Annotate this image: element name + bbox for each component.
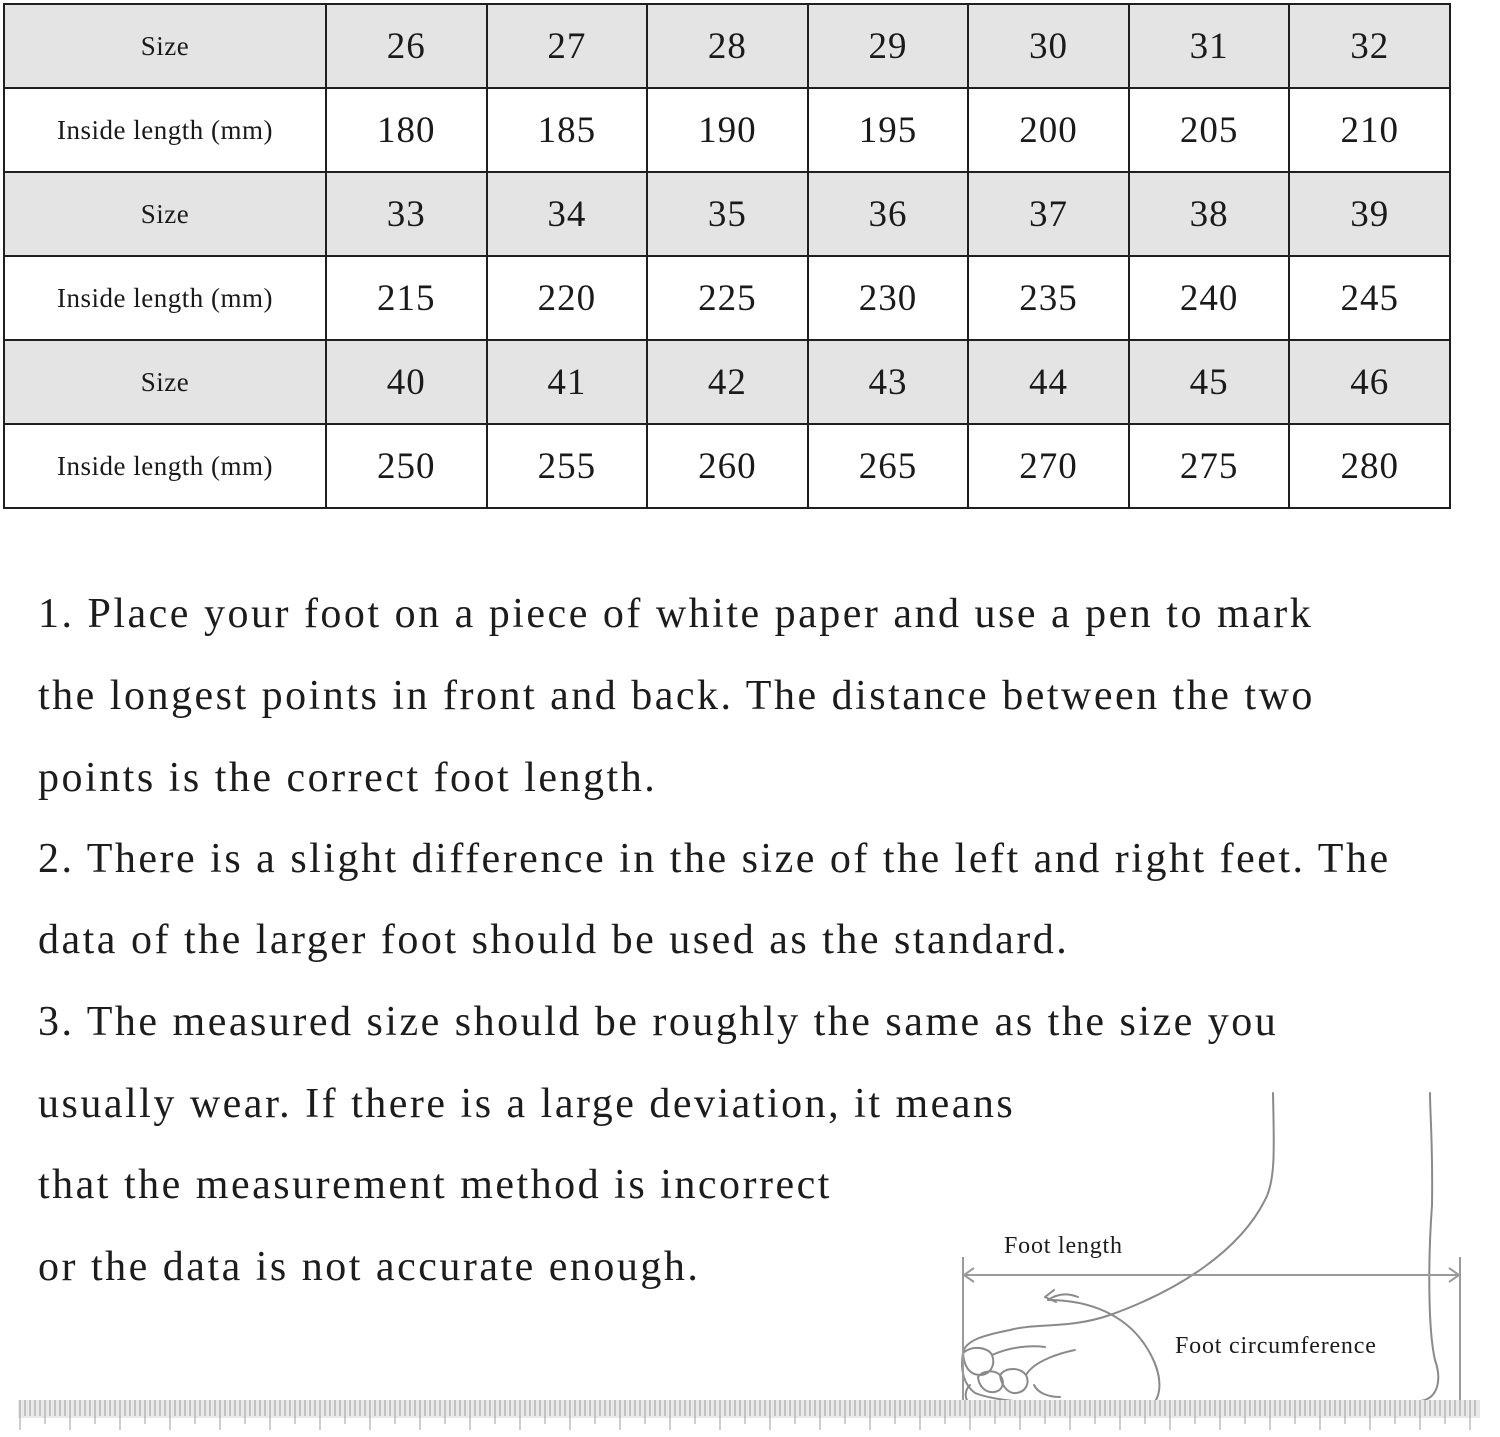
length-cell: 240 <box>1129 256 1290 340</box>
length-cell: 180 <box>326 88 487 172</box>
size-cell: 27 <box>487 4 648 88</box>
instruction-line: the longest points in front and back. The distance between the two <box>38 673 1315 719</box>
size-cell: 40 <box>326 340 487 424</box>
size-cell: 44 <box>968 340 1129 424</box>
size-cell: 41 <box>487 340 648 424</box>
instruction-line: 1. Place your foot on a piece of white paper and use a pen to mark <box>38 591 1314 637</box>
size-cell: 31 <box>1129 4 1290 88</box>
length-cell: 200 <box>968 88 1129 172</box>
length-cell: 235 <box>968 256 1129 340</box>
size-cell: 43 <box>808 340 969 424</box>
size-cell: 29 <box>808 4 969 88</box>
size-row-header: Size <box>4 172 326 256</box>
size-row <box>4 340 1450 424</box>
foot-length-label: Foot length <box>1004 1233 1123 1259</box>
size-row-header: Size <box>4 340 326 424</box>
length-cell: 260 <box>647 424 808 508</box>
length-cell: 205 <box>1129 88 1290 172</box>
length-cell: 275 <box>1129 424 1290 508</box>
size-row <box>4 4 1450 88</box>
instruction-line: usually wear. If there is a large deviation, it means <box>38 1081 1016 1127</box>
length-cell: 250 <box>326 424 487 508</box>
size-cell: 45 <box>1129 340 1290 424</box>
inside-length-row <box>4 424 1450 508</box>
size-cell: 32 <box>1289 4 1450 88</box>
size-cell: 38 <box>1129 172 1290 256</box>
inside-length-row <box>4 256 1450 340</box>
instruction-line: points is the correct foot length. <box>38 755 658 801</box>
length-row-header: Inside length (mm) <box>4 88 326 172</box>
size-cell: 28 <box>647 4 808 88</box>
size-row <box>4 172 1450 256</box>
length-cell: 190 <box>647 88 808 172</box>
instruction-line: 3. The measured size should be roughly the same as the size you <box>38 999 1279 1045</box>
length-cell: 195 <box>808 88 969 172</box>
instruction-line: that the measurement method is incorrect <box>38 1162 832 1208</box>
size-cell: 35 <box>647 172 808 256</box>
length-cell: 230 <box>808 256 969 340</box>
size-cell: 36 <box>808 172 969 256</box>
length-cell: 270 <box>968 424 1129 508</box>
size-cell: 37 <box>968 172 1129 256</box>
length-cell: 265 <box>808 424 969 508</box>
size-chart-body <box>4 4 1450 508</box>
size-cell: 30 <box>968 4 1129 88</box>
length-row-header: Inside length (mm) <box>4 424 326 508</box>
length-cell: 255 <box>487 424 648 508</box>
length-cell: 245 <box>1289 256 1450 340</box>
size-cell: 46 <box>1289 340 1450 424</box>
size-row-header: Size <box>4 4 326 88</box>
length-cell: 225 <box>647 256 808 340</box>
length-cell: 220 <box>487 256 648 340</box>
foot-measurement-diagram <box>950 1085 1470 1415</box>
length-row-header: Inside length (mm) <box>4 256 326 340</box>
ruler-scale <box>18 1400 1480 1434</box>
size-cell: 33 <box>326 172 487 256</box>
inside-length-row <box>4 88 1450 172</box>
size-cell: 26 <box>326 4 487 88</box>
length-cell: 210 <box>1289 88 1450 172</box>
instruction-line: data of the larger foot should be used as the standard. <box>38 917 1070 963</box>
size-cell: 34 <box>487 172 648 256</box>
foot-circumference-label: Foot circumference <box>1175 1333 1377 1359</box>
ruler-band <box>18 1400 1480 1418</box>
size-cell: 42 <box>647 340 808 424</box>
size-chart-table <box>3 3 1451 509</box>
instruction-line: or the data is not accurate enough. <box>38 1244 701 1290</box>
size-cell: 39 <box>1289 172 1450 256</box>
length-cell: 280 <box>1289 424 1450 508</box>
instruction-line: 2. There is a slight difference in the size of the left and right feet. The <box>38 836 1391 882</box>
length-cell: 215 <box>326 256 487 340</box>
length-cell: 185 <box>487 88 648 172</box>
